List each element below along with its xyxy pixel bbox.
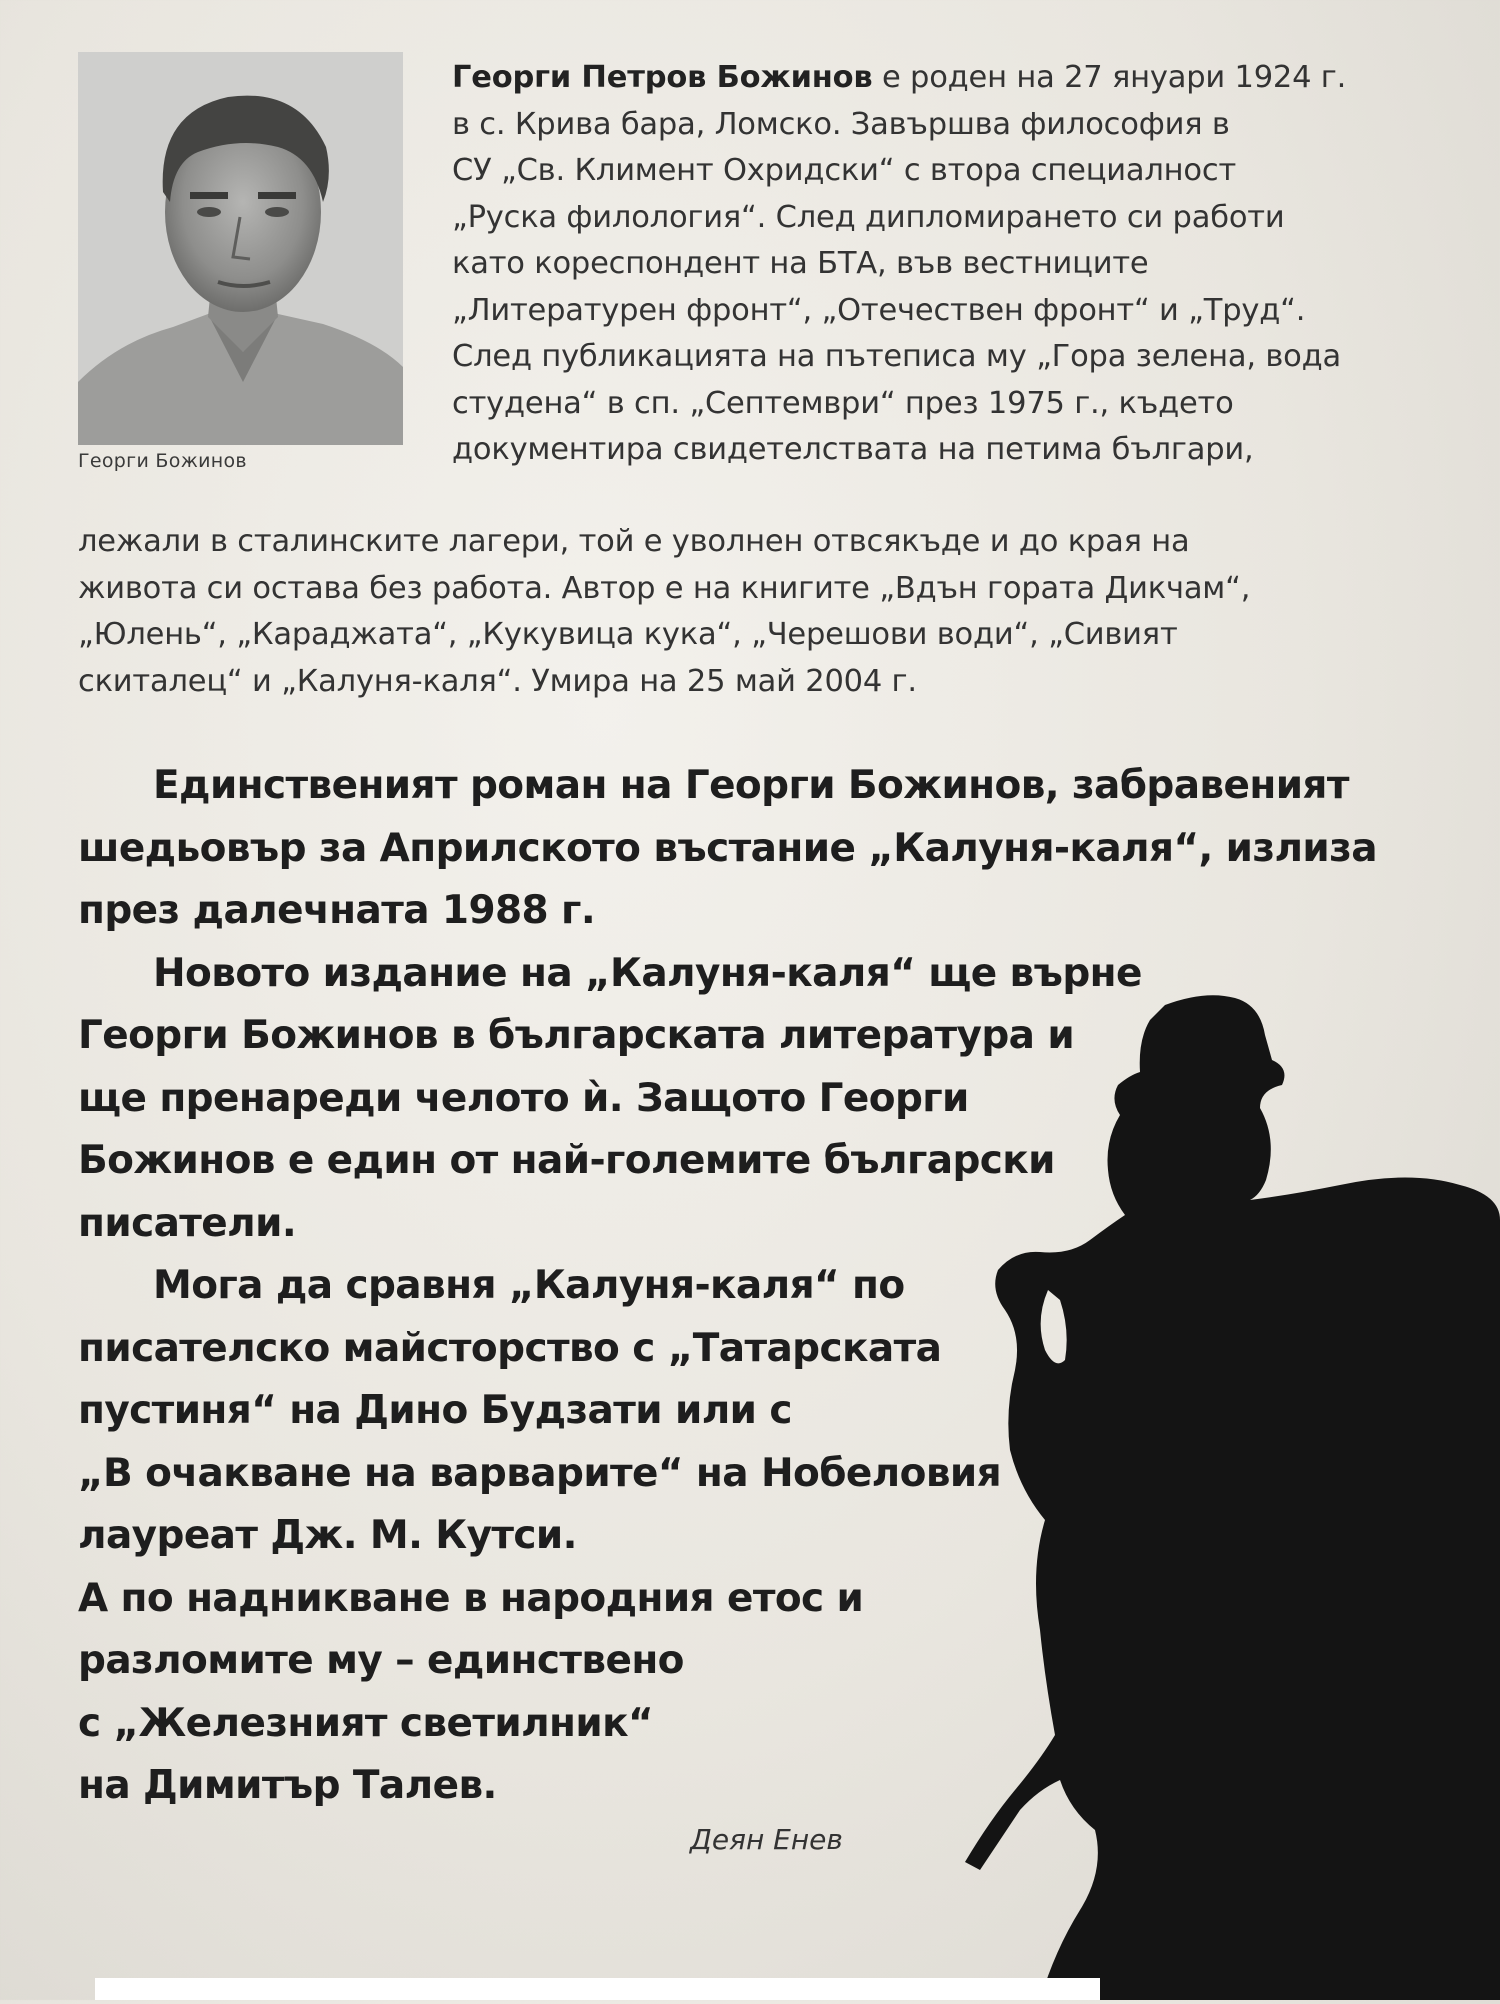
main-line: пустиня“ на Дино Будзати или с xyxy=(78,1388,792,1433)
main-line: „В очакване на варварите“ на Нобеловия xyxy=(78,1450,1002,1496)
bio-text-full xyxy=(78,519,1250,705)
bio-line: „Литературен фронт“, „Отечествен фронт“ и „Труд“. xyxy=(452,292,1306,328)
main-line: Единственият роман на Георги Божинов, забравеният xyxy=(153,763,1349,808)
main-line: писателско майсторство с „Татарската xyxy=(78,1325,942,1371)
bio-line: скиталец“ и „Калуня-каля“. Умира на 25 май 2004 г. xyxy=(78,663,917,699)
main-line: с „Железният светилник“ xyxy=(78,1700,654,1746)
main-line: ще пренареди челото ѝ. Защото Георги xyxy=(78,1075,969,1121)
bio-first-line-rest: е роден на 27 януари 1924 г. xyxy=(872,60,1347,95)
bio-text-right xyxy=(452,55,1346,474)
main-line: Божинов е един от най-големите български xyxy=(78,1138,1055,1183)
bio-line: След публикацията на пътеписа му „Гора зелена, вода xyxy=(452,339,1341,374)
main-line: А по надникване в народния етос и xyxy=(78,1575,864,1621)
photo-caption: Георги Божинов xyxy=(78,450,247,472)
bio-line: живота си остава без работа. Автор е на книгите „Вдън гората Дикчам“, xyxy=(78,570,1251,606)
bio-first-line xyxy=(452,55,1346,102)
bio-line: като кореспондент на БТА, във вестниците xyxy=(452,246,1149,281)
bio-line: документира свидетелствата на петима българи, xyxy=(452,432,1254,467)
main-line: Мога да сравня „Калуня-каля“ по xyxy=(153,1263,905,1308)
main-line: през далечната 1988 г. xyxy=(78,888,596,933)
main-line: Новото издание на „Калуня-каля“ ще върне xyxy=(153,950,1142,996)
author-name: Георги Петров Божинов xyxy=(452,60,873,95)
author-portrait-photo xyxy=(78,52,403,445)
main-text xyxy=(78,755,1377,1818)
main-line: Георги Божинов в българската литература и xyxy=(78,1013,1075,1058)
bio-line: СУ „Св. Климент Охридски“ с втора специалност xyxy=(452,153,1237,188)
bio-line: студена“ в сп. „Септември“ през 1975 г., където xyxy=(452,385,1234,421)
barcode-area-strip xyxy=(95,1978,1100,2000)
bio-line: „Руска филология“. След дипломирането си работи xyxy=(452,199,1285,235)
main-line: на Димитър Талев. xyxy=(78,1763,497,1808)
bio-line: лежали в сталинските лагери, той е уволнен отвсякъде и до края на xyxy=(78,524,1190,559)
main-line: лауреат Дж. М. Кутси. xyxy=(78,1513,577,1558)
main-line: разломите му – единствено xyxy=(78,1638,684,1683)
signature: Деян Енев xyxy=(690,1823,843,1856)
main-line: писатели. xyxy=(78,1200,297,1246)
portrait-image xyxy=(78,52,403,445)
bio-line: „Юлень“, „Караджата“, „Кукувица кука“, „Черешови води“, „Сивият xyxy=(78,617,1178,652)
bio-line: в с. Крива бара, Ломско. Завършва философия в xyxy=(452,106,1230,142)
main-line: шедьовър за Априлското въстание „Калуня-каля“, излиза xyxy=(78,825,1377,871)
